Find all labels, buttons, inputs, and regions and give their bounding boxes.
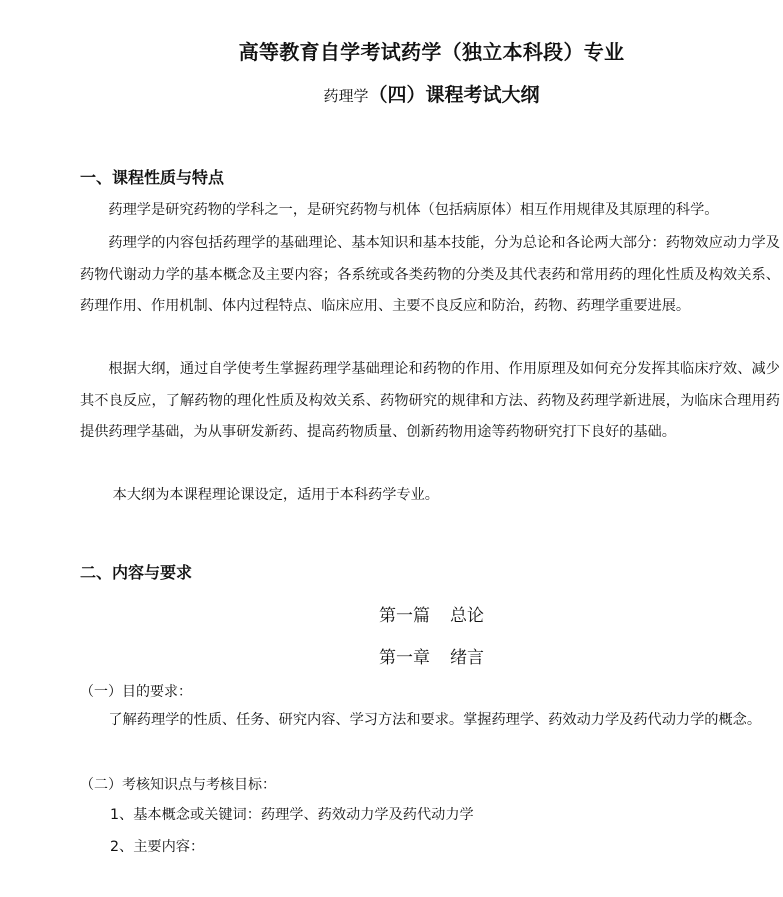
list-item-key-concepts: 1、基本概念或关键词：药理学、药效动力学及药代动力学 [110,807,474,823]
part-heading [0,601,783,626]
paragraph-definition: 药理学是研究药物的学科之一，是研究药物与机体（包括病原体）相互作用规律及其原理的科学。 [108,202,719,218]
list-item-main-content: 2、主要内容： [110,839,205,855]
part-name: 总论 [450,606,484,626]
subtitle-course-name: 药理学 [323,87,369,105]
document-title: 高等教育自学考试药学（独立本科段）专业 [238,40,625,64]
subtitle-main: （四）课程考试大纲 [368,84,540,106]
section-heading-content: 二、内容与要求 [80,563,193,582]
part-label: 第一篇 [379,606,430,626]
paragraph-goals: 了解药理学的性质、任务、研究内容、学习方法和要求。掌握药理学、药效动力学及药代动力学的概念。 [108,712,762,728]
paragraph-objectives: 根据大纲，通过自学使考生掌握药理学基础理论和药物的作用、作用原理及如何充分发挥其临床疗效、减少其不良反应，了解药物的理化性质及构效关系、药物研究的规律和方法、药物及药理学新进展，为临床合理用药提供药理学基础，为从事研发新药、提高药物质量、创新药物用途等药物研究打下良好的基础。 [80,361,780,440]
paragraph-content-scope: 药理学的内容包括药理学的基础理论、基本知识和基本技能，分为总论和各论两大部分：药物效应动力学及药物代谢动力学的基本概念及主要内容；各系统或各类药物的分类及其代表药和常用药的理化性质及构效关系、药理作用、作用机制、体内过程特点、临床应用、主要不良反应和防治，药物、药理学重要进展。 [80,235,780,314]
chapter-heading [0,643,783,668]
chapter-name: 绪言 [450,648,484,668]
chapter-label: 第一章 [379,648,430,668]
subsection-assessment: （二）考核知识点与考核目标： [80,777,276,793]
document-subtitle [0,80,783,107]
subsection-goals: （一）目的要求： [80,684,192,700]
paragraph-scope-note: 本大纲为本课程理论课设定，适用于本科药学专业。 [112,487,439,503]
section-heading-nature: 一、课程性质与特点 [80,168,225,187]
